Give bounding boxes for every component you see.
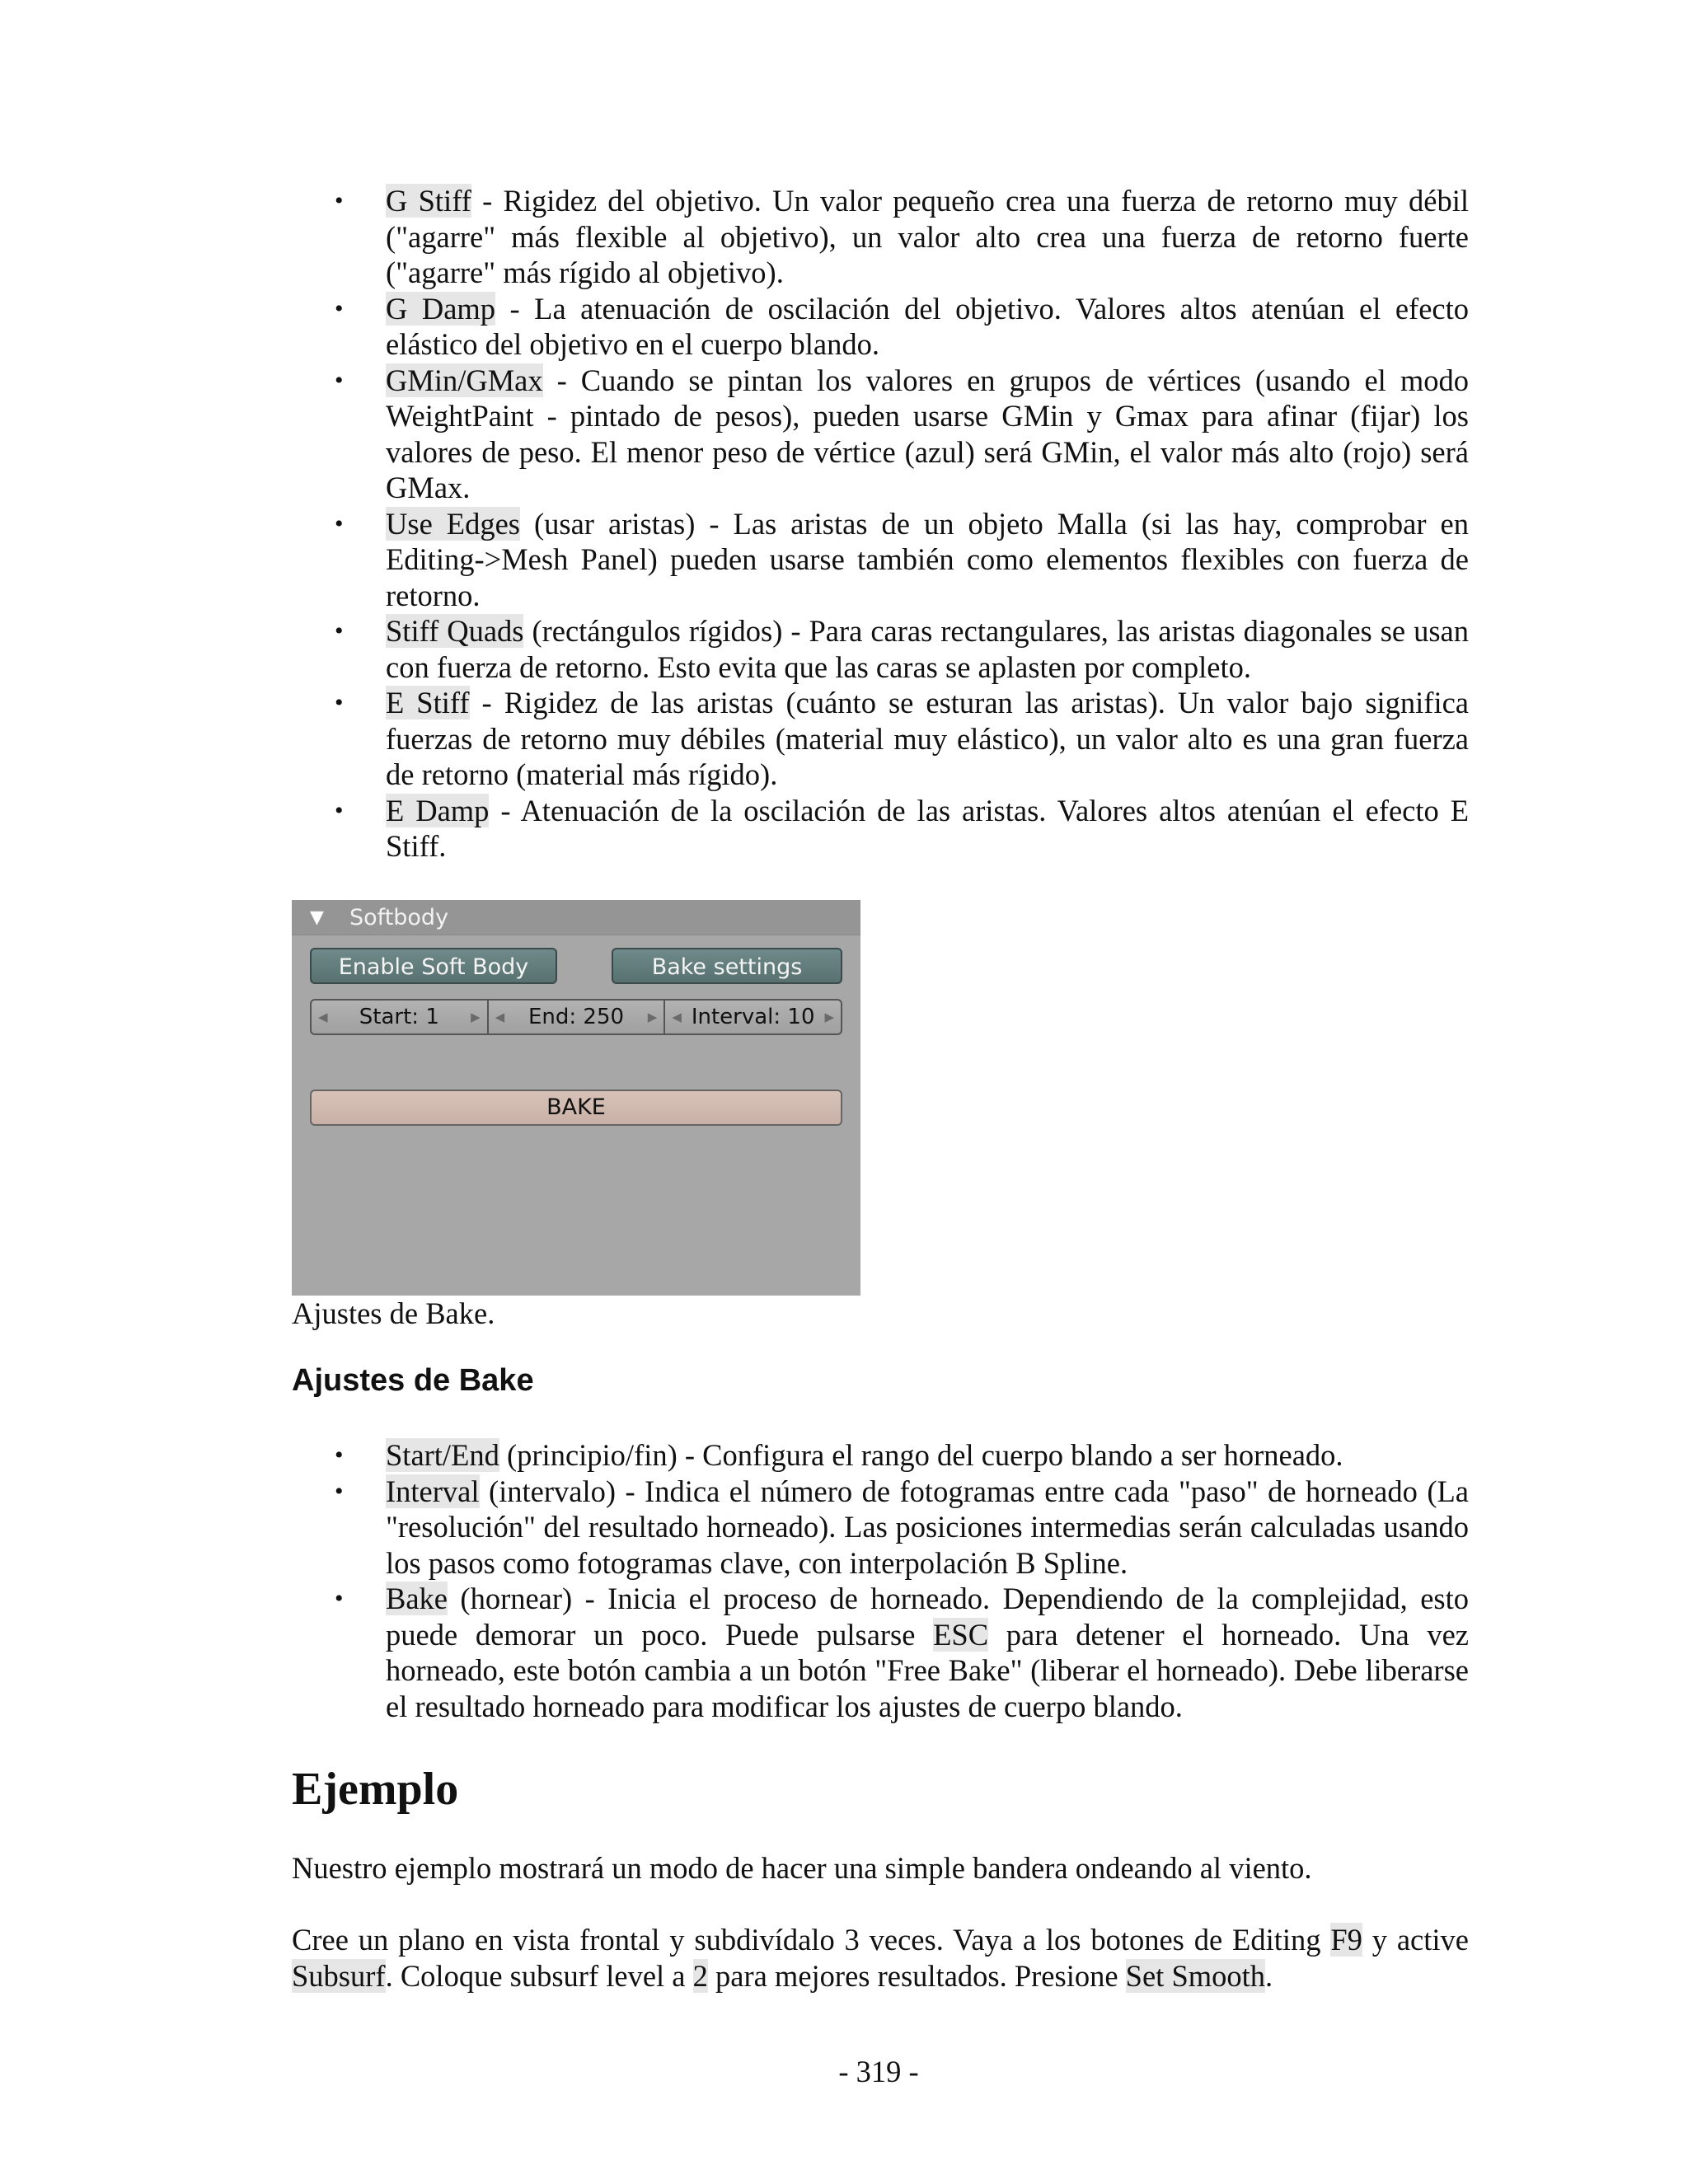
list-item [292,363,1469,506]
term-g-damp: G Damp [386,291,496,326]
increment-arrow-icon[interactable]: ▶ [647,1010,658,1024]
term-level: 2 [692,1958,708,1993]
term-gmin-gmax: GMin/GMax [386,363,543,397]
term-interval: Interval [386,1474,480,1508]
softbody-goal-edge-list [292,183,1469,865]
paragraph-text: para mejores resultados. Presione [707,1958,1126,1993]
softbody-panel-screenshot [292,900,860,1296]
increment-arrow-icon[interactable]: ▶ [824,1010,835,1024]
example-intro-paragraph: Nuestro ejemplo mostrará un modo de hacer una simple bandera ondeando al viento. [292,1851,1312,1885]
list-item-text: para detener el horneado. Una vez horneado, este botón cambia a un botón "Free Bake" (liberar el horneado). Debe liberarse el resultado horneado para modificar los ajustes de cuerpo blando. [386,1617,1469,1723]
term-stiff-quads: Stiff Quads [386,614,524,648]
bake-button[interactable]: BAKE [310,1090,842,1126]
enable-soft-body-button[interactable]: Enable Soft Body [310,948,557,984]
list-item-text: - Rigidez de las aristas (cuánto se esturan las aristas). Un valor bajo significa fuerzas de retorno muy débiles (material muy elástico), un valor alto es una gran fuerza de retorno (material más rígido). [386,686,1469,791]
list-item-text: - Cuando se pintan los valores en grupos de vértices (usando el modo WeightPaint - pintado de pesos), pueden usarse GMin y Gmax para afinar (fijar) los valores de peso. El menor peso de vértice (azul) será GMin, el valor más alto (rojo) será GMax. [386,363,1469,504]
paragraph-text: . [1265,1958,1273,1993]
list-item [292,291,1469,363]
decrement-arrow-icon[interactable]: ◀ [672,1010,682,1024]
figure-caption: Ajustes de Bake. [292,1296,495,1330]
list-item [292,506,1469,614]
example-steps-paragraph [292,1922,1469,1994]
paragraph-text: Cree un plano en vista frontal y subdivídalo 3 veces. Vaya a los botones de Editing [292,1923,1331,1957]
term-e-stiff: E Stiff [386,686,470,719]
decrement-arrow-icon[interactable]: ◀ [495,1010,505,1024]
list-item [292,685,1469,793]
bake-range-fields [310,999,842,1035]
term-subsurf: Subsurf [292,1958,386,1993]
start-field[interactable] [310,999,489,1035]
list-item [292,183,1469,291]
list-item-text: (usar aristas) - Las aristas de un objeto Malla (si las hay, comprobar en Editing->Mesh Panel) pueden usarse también como elementos flexibles con fuerza de retorno. [386,506,1469,612]
collapse-triangle-icon[interactable]: ▼ [310,907,324,928]
bake-settings-button[interactable]: Bake settings [612,948,842,984]
list-item-text: - Atenuación de la oscilación de las aristas. Valores altos atenúan el efecto E Stiff. [386,793,1469,863]
example-heading: Ejemplo [292,1764,459,1815]
list-item [292,613,1469,685]
key-f9: F9 [1330,1923,1362,1957]
list-item [292,793,1469,865]
term-g-stiff: G Stiff [386,184,471,218]
end-value: End: 250 [528,1005,625,1029]
decrement-arrow-icon[interactable]: ◀ [318,1010,328,1024]
interval-value: Interval: 10 [691,1005,815,1029]
list-item [292,1581,1469,1724]
term-set-smooth: Set Smooth [1125,1958,1266,1993]
term-e-damp: E Damp [386,793,490,827]
bake-settings-list [292,1437,1469,1724]
list-item [292,1474,1469,1582]
end-field[interactable] [489,999,666,1035]
list-item-text: (rectángulos rígidos) - Para caras rectangulares, las aristas diagonales se usan con fuerza de retorno. Esto evita que las caras se aplasten por completo. [386,614,1470,684]
list-item [292,1437,1469,1474]
page-number: - 319 - [838,2055,919,2088]
panel-header[interactable] [292,900,860,935]
key-esc: ESC [933,1617,989,1652]
term-start-end: Start/End [386,1438,499,1472]
term-use-edges: Use Edges [386,506,520,541]
interval-field[interactable] [665,999,842,1035]
start-value: Start: 1 [359,1005,439,1029]
section-heading: Ajustes de Bake [292,1363,534,1398]
list-item-text: (hornear) - Inicia el proceso de horneado. Dependiendo de la complejidad, esto puede demorar un poco. Puede pulsarse [386,1582,1469,1652]
list-item-text: (intervalo) - Indica el número de fotogramas entre cada "paso" de horneado (La "resolución" del resultado horneado). Las posiciones intermedias serán calculadas usando los pasos como fotogramas clave, con interpolación B Spline. [386,1474,1469,1580]
list-item-text: - La atenuación de oscilación del objetivo. Valores altos atenúan el efecto elástico del objetivo en el cuerpo blando. [386,291,1469,361]
list-item-text: (principio/fin) - Configura el rango del cuerpo blando a ser horneado. [499,1438,1343,1472]
term-bake: Bake [386,1582,448,1615]
list-item-text: - Rigidez del objetivo. Un valor pequeño crea una fuerza de retorno muy débil ("agarre" más flexible al objetivo), un valor alto crea una fuerza de retorno fuerte ("agarre" más rígido al objetivo). [386,184,1469,289]
paragraph-text: y active [1362,1923,1469,1957]
increment-arrow-icon[interactable]: ▶ [471,1010,481,1024]
panel-title: Softbody [349,905,449,930]
paragraph-text: . Coloque subsurf level a [385,1958,693,1993]
